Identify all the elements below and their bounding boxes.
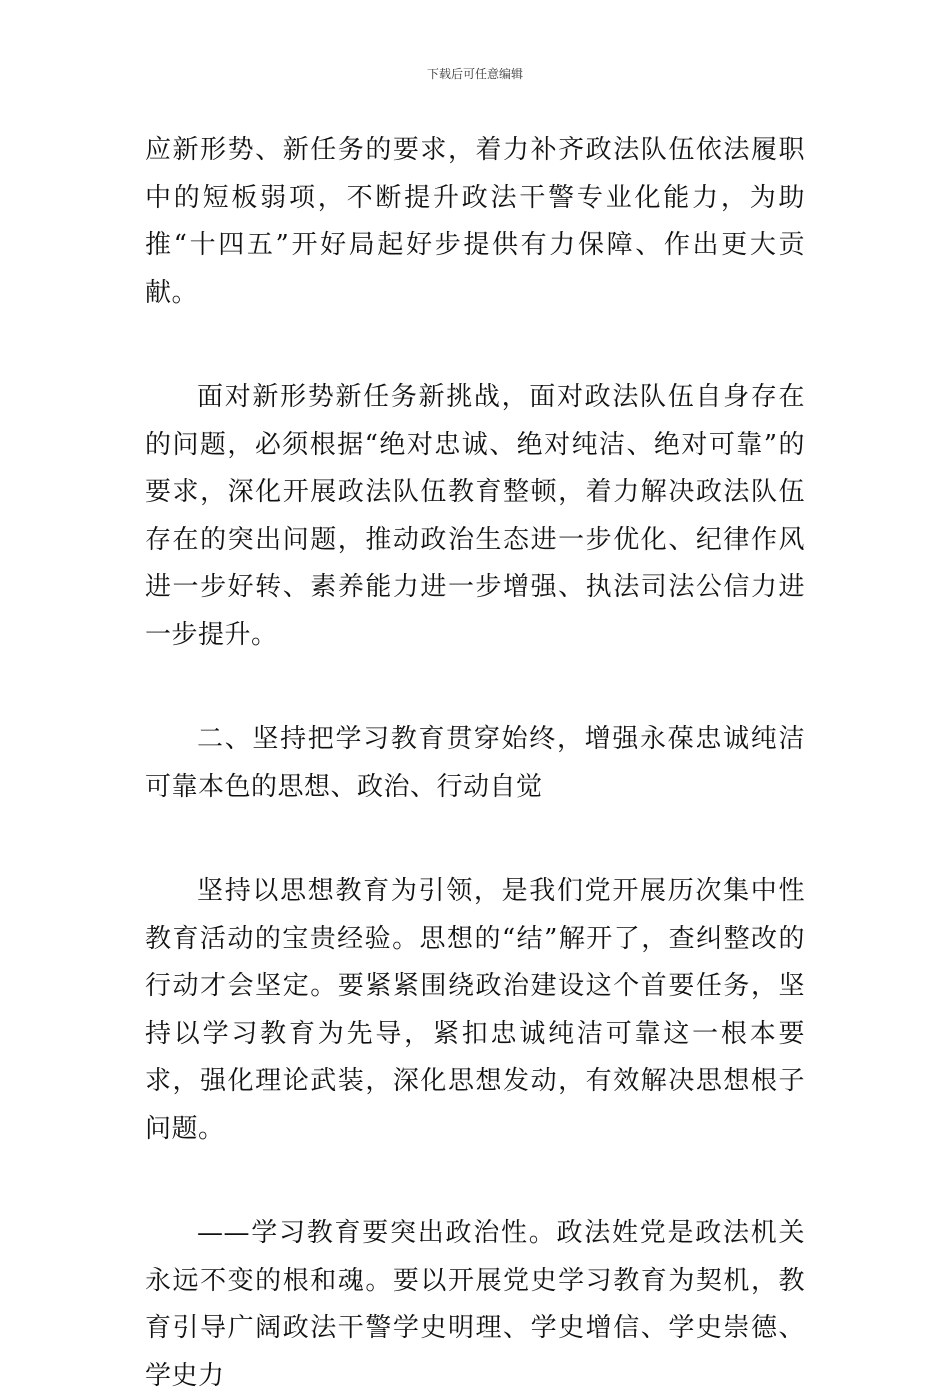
paragraph-new-challenges: 面对新形势新任务新挑战，面对政法队伍自身存在的问题，必须根据“绝对忠诚、绝对纯洁、绝对可靠”的要求，深化开展政法队伍教育整顿，着力解决政法队伍存在的突出问题，推动政治生态进一步优化、纪律作风进一步好转、素养能力进一步增强、执法司法公信力进一步提升。 [145,382,805,650]
paragraph-gap [145,1153,805,1210]
page-header-note: 下载后可任意编辑 [426,67,523,81]
paragraph-gap [145,317,805,374]
paragraph-ideological-education: 坚持以思想教育为引领，是我们党开展历次集中性教育活动的宝贵经验。思想的“结”解开了，查纠整改的行动才会坚定。要紧紧围绕政治建设这个首要任务，坚持以学习教育为先导，紧扣忠诚纯洁可靠这一根本要求，强化理论武装，深化思想发动，有效解决思想根子问题。 [145,876,805,1144]
paragraph-political-study: ——学习教育要突出政治性。政法姓党是政法机关永远不变的根和魂。要以开展党史学习教育为契机，教育引导广阔政法干警学史明理、学史增信、学史崇德、学史力 [145,1218,805,1391]
paragraph-gap [145,811,805,868]
section-heading-two: 二、坚持把学习教育贯穿始终，增强永葆忠诚纯洁可靠本色的思想、政治、行动自觉 [145,724,805,802]
paragraph-gap [145,659,805,716]
paragraph-continuation: 应新形势、新任务的要求，着力补齐政法队伍依法履职中的短板弱项，不断提升政法干警专业化能力，为助推“十四五”开好局起好步提供有力保障、作出更大贡献。 [145,135,805,308]
document-body [145,127,805,1400]
